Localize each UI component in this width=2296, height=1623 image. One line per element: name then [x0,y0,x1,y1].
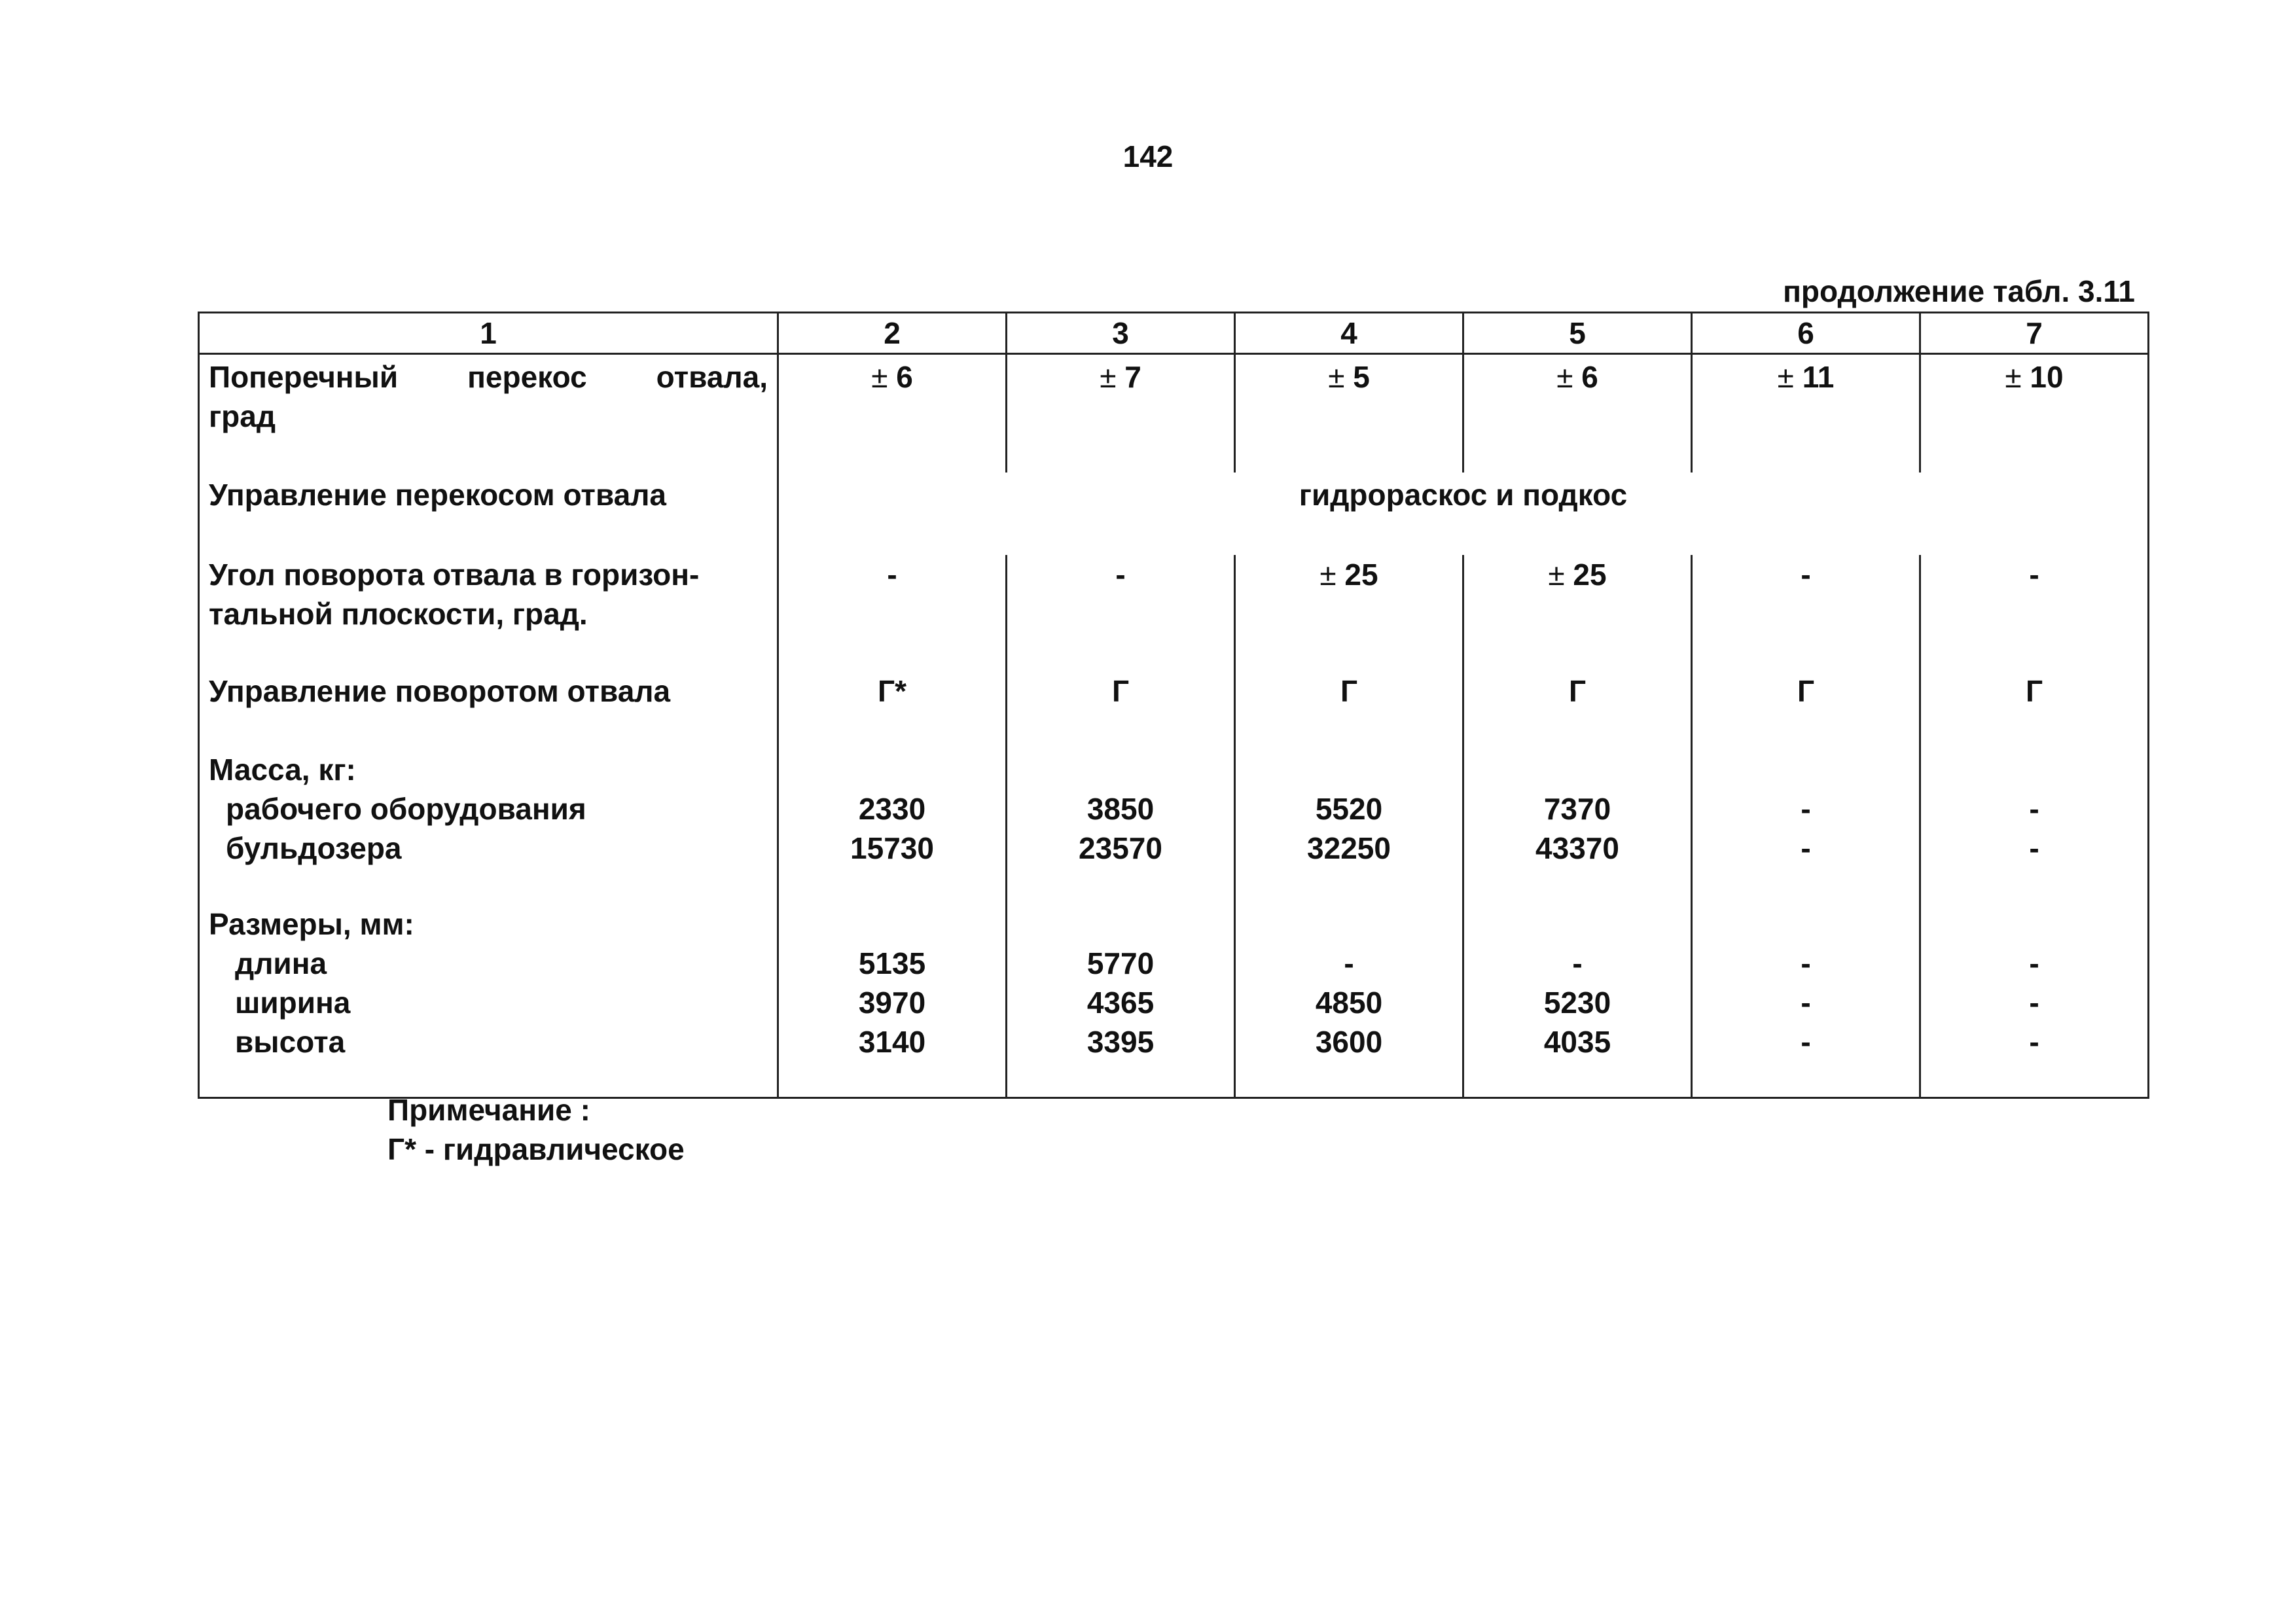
table-cell: 2330 15730 [778,750,1007,904]
column-header: 7 [1920,313,2149,354]
merged-cell-skew-control: гидрораскос и подкос [778,473,2149,555]
table-cell: ± 5 [1235,354,1463,473]
table-cell: - 5230 4035 [1463,904,1692,1098]
column-header: 6 [1692,313,1920,354]
dimensions-height-label: высота [235,1025,346,1059]
table-cell: ± 25 [1235,555,1463,671]
column-header: 5 [1463,313,1692,354]
mass-bulldozer-label: бульдозера [226,831,402,865]
table-cell: 3850 23570 [1007,750,1235,904]
table-cell: Г [1692,671,1920,750]
table-cell: ± 10 [1920,354,2149,473]
table-row-rotation-control [199,671,2149,750]
table-cell: - [778,555,1007,671]
column-header: 2 [778,313,1007,354]
table-cell: - [1007,555,1235,671]
table-cell: - 4850 3600 [1235,904,1463,1098]
table-row-skew [199,354,2149,473]
table-note [387,1090,685,1169]
table-continuation-caption: продолжение табл. 3.11 [1783,274,2135,308]
note-text: Г* - гидравлическое [387,1132,685,1166]
dimensions-heading: Размеры, мм: [209,907,414,941]
column-header: 1 [199,313,778,354]
table-cell: - - - [1692,904,1920,1098]
table-cell: Г [1920,671,2149,750]
table-cell: ± 7 [1007,354,1235,473]
mass-equipment-label: рабочего оборудования [226,792,586,826]
table-cell: ± 25 [1463,555,1692,671]
table-cell: - - [1920,750,2149,904]
table-cell: - [1920,555,2149,671]
row-label-mass [199,750,778,904]
table-cell: ± 11 [1692,354,1920,473]
dimensions-length-label: длина [235,946,327,980]
table-row-skew-control [199,473,2149,555]
table-cell: - - [1692,750,1920,904]
dimensions-width-label: ширина [235,986,351,1020]
row-label-rotation-control: Управление поворотом отвала [199,671,778,750]
row-label-skew-control: Управление перекосом отвала [199,473,778,555]
table-row-rotation-angle [199,555,2149,671]
row-label-dimensions [199,904,778,1098]
bulldozer-spec-table [198,312,2149,1099]
table-row-dimensions [199,904,2149,1098]
table-row-mass [199,750,2149,904]
table-cell: Г [1235,671,1463,750]
column-header: 3 [1007,313,1235,354]
row-label-rotation-angle: Угол поворота отвала в горизон- тальной плоскости, град. [199,555,778,671]
mass-heading: Масса, кг: [209,753,356,787]
table-cell: ± 6 [1463,354,1692,473]
table-cell: 5770 4365 3395 [1007,904,1235,1098]
table-cell: Г* [778,671,1007,750]
table-cell: 5520 32250 [1235,750,1463,904]
row-label-skew: Поперечный перекос отвала, град [199,354,778,473]
header-row [199,313,2149,354]
table-cell: - [1692,555,1920,671]
table-cell: - - - [1920,904,2149,1098]
table-cell: 5135 3970 3140 [778,904,1007,1098]
table-cell: Г [1463,671,1692,750]
page-number: 142 [1122,139,1174,173]
table-cell: Г [1007,671,1235,750]
note-title: Примечание : [387,1093,590,1127]
table-cell: 7370 43370 [1463,750,1692,904]
column-header: 4 [1235,313,1463,354]
table-cell: ± 6 [778,354,1007,473]
